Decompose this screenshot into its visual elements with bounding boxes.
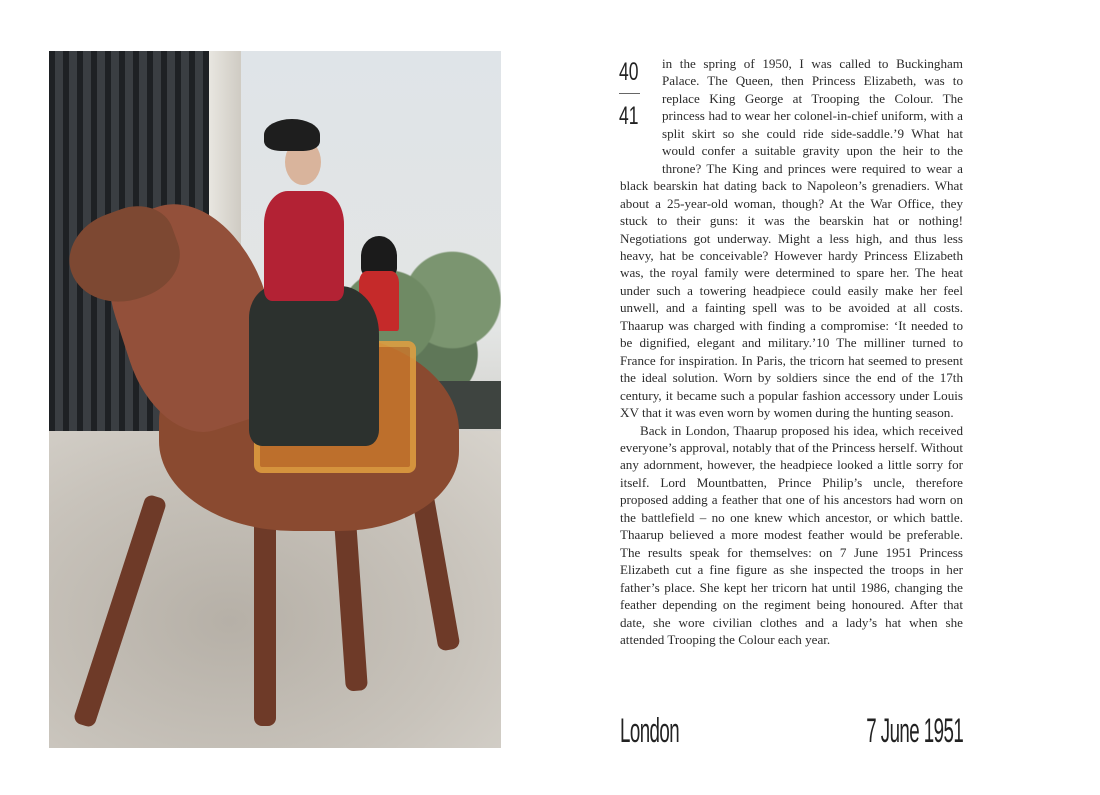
rider-red-jacket (264, 191, 344, 301)
photo-princess-on-horseback (49, 51, 501, 748)
guardsman-bearskin (361, 236, 397, 276)
paragraph: in the spring of 1950, I was called to Buckingham Palace. The Queen, then Princess Elizabeth, was to replace King George at Trooping the Colour. The princess had to wear her colonel-in-chief uniform, with a split skirt so she could ride side-saddle.’9 What hat would confer a suitable gravity upon the heir to the throne? The King and princes were required to wear a black bearskin hat dating back to Napoleon’s grenadiers. What about a 25-year-old woman, though? At the War Office, they stuck to their guns: it was the bearskin hat or nothing! Negotiations got underway. Might a less high, and thus less heavy, hat be conceivable? However hardy Princess Elizabeth was, the royal family were determined to spare her. The heat under such a towering headpiece could easily make her feel unwell, and a fainting spell was to be avoided at all costs. Thaarup was charged with finding a compromise: ‘It needed to be dignified, elegant and military.’10 The milliner turned to France for inspiration. In Paris, the tricorn hat seemed to present the ideal solution. Worn by soldiers since the end of the 17th century, it became such a popular fashion accessory under Louis XV that it was even worn by women during the hunting season. (620, 56, 963, 421)
caption-date: 7 June 1951 (866, 712, 963, 750)
page-number-right: 41 (619, 102, 639, 130)
page-number-left: 40 (619, 58, 639, 86)
caption-place: London (620, 712, 680, 750)
paragraph: Back in London, Thaarup proposed his idea, which received everyone’s approval, notably that of the Princess herself. Without any adornment, however, the headpiece looked a little sorry for itself. Lord Mountbatten, Prince Philip’s uncle, therefore proposed adding a feather that one of his ancestors had worn on the battlefield – no one knew which ancestor, or which battle. Thaarup believed a more modest feather would be preferable. The results speak for themselves: on 7 June 1951 Princess Elizabeth cut a fine figure as she inspected the troops in her father’s place. She kept her tricorn hat until 1986, changing the feather depending on the regiment being honoured. After that date, she wore civilian clothes and a lady’s hat when she attended Trooping the Colour each year. (620, 422, 963, 647)
horse-leg (254, 501, 276, 726)
rider-skirt (249, 286, 379, 446)
tricorn-hat (264, 119, 320, 151)
body-text (620, 55, 963, 648)
page-number-gutter (620, 55, 662, 177)
